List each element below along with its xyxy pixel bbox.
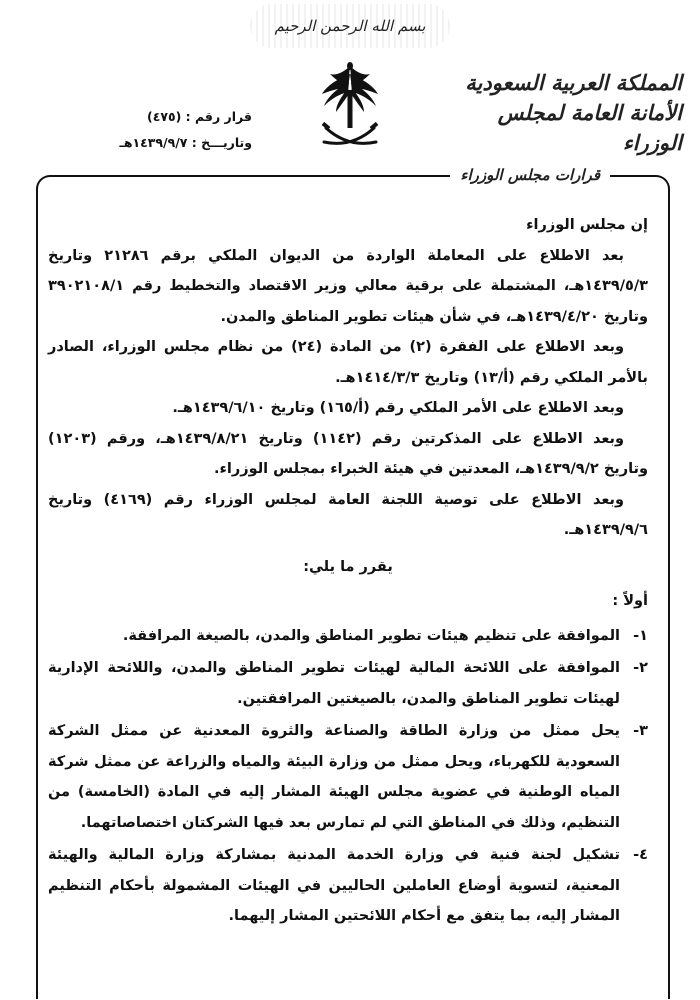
decision-item [48, 653, 648, 714]
item-text: الموافقة على اللائحة المالية لهيئات تطوير المناطق والمدن، واللائحة الإدارية لهيئات تطوير المناطق والمدن، بالصيغتين المرافقتين. [48, 660, 620, 707]
first-section-heading: أولاً : [612, 593, 648, 609]
preamble-paragraph: وبعد الاطلاع على الفقرة (٢) من المادة (٢٤) من نظام مجلس الوزراء، الصادر بالأمر الملكي رقم (أ/١٣) وتاريخ ١٤١٤/٣/٣هـ. [48, 339, 648, 386]
general-secretariat-name: الأمانة العامة لمجلس الوزراء [497, 100, 682, 155]
preamble-paragraph: بعد الاطلاع على المعاملة الواردة من الديوان الملكي برقم ٢١٢٨٦ وتاريخ ١٤٣٩/٥/٣هـ، المشتملة على برقية معالي وزير الاقتصاد والتخطيط رقم ٣٩٠٢١٠٨/١ وتاريخ ١٤٣٩/٤/٢٠هـ، في شأن هيئات تطوير المناطق والمدن. [48, 247, 648, 325]
decision-item [48, 621, 648, 652]
item-number: ٢- [633, 660, 648, 676]
letterhead [462, 68, 682, 158]
decision-items [48, 621, 648, 932]
item-number: ٤- [633, 847, 648, 863]
item-number: ٣- [633, 723, 648, 739]
decides-heading: يقرر ما يلي: [303, 558, 393, 575]
decision-body [48, 210, 648, 934]
item-text: تشكيل لجنة فنية في وزارة الخدمة المدنية بمشاركة وزارة المالية والهيئة المعنية، لتسوية أوضاع العاملين الحاليين في الهيئات المشمولة بأحكام التنظيم المشار إليه، بما يتفق مع أحكام اللائحتين المشار إليهما. [48, 847, 620, 924]
preamble-paragraph: وبعد الاطلاع على الأمر الملكي رقم (أ/١٦٥) وتاريخ ١٤٣٩/٦/١٠هـ. [172, 400, 624, 416]
preamble-paragraph: وبعد الاطلاع على المذكرتين رقم (١١٤٢) وتاريخ ١٤٣٩/٨/٢١هـ، ورقم (١٢٠٣) وتاريخ ١٤٣٩/٩/٢هـ، المعدتين في هيئة الخبراء بمجلس الوزراء. [48, 430, 648, 477]
saudi-emblem-icon [318, 62, 382, 154]
decision-number: قرار رقم : (٤٧٥) [146, 109, 252, 124]
item-text: يحل ممثل من وزارة الطاقة والصناعة والثروة المعدنية عن ممثل الشركة السعودية للكهرباء، ويحل ممثل من وزارة البيئة والمياه والزراعة عن ممثل شركة المياه الوطنية في عضوية مجلس الهيئة المشار إليه في المادة (الخامسة) من التنظيم، وذلك في المناطق التي لم تمارس بعد فيها الشركتان اختصاصاتهما. [48, 723, 620, 831]
preamble-paragraph: وبعد الاطلاع على توصية اللجنة العامة لمجلس الوزراء رقم (٤١٦٩) وتاريخ ١٤٣٩/٩/٦هـ. [48, 491, 648, 538]
opening-line: إن مجلس الوزراء [526, 217, 648, 233]
frame-label: قرارات مجلس الوزراء [450, 166, 610, 184]
kingdom-name: المملكة العربية السعودية [465, 70, 682, 95]
basmala: بسم الله الرحمن الرحيم [250, 4, 450, 48]
item-text: الموافقة على تنظيم هيئات تطوير المناطق والمدن، بالصيغة المرافقة. [122, 627, 620, 644]
decision-item [48, 716, 648, 838]
decision-date: وتاريـــخ : ١٤٣٩/٩/٧هـ [119, 135, 252, 150]
decision-info [92, 104, 252, 156]
item-number: ١- [633, 627, 648, 644]
decision-item [48, 840, 648, 932]
